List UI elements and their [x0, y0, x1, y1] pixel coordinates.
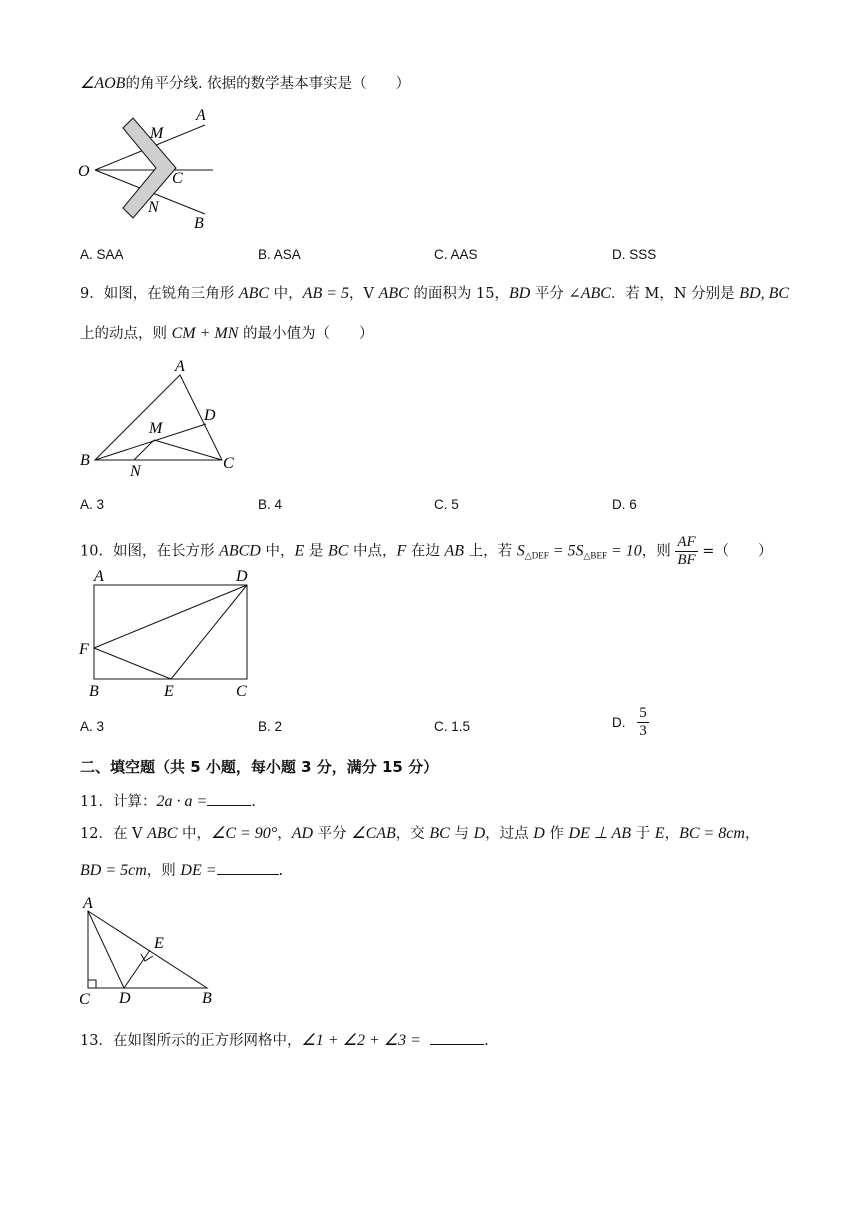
q10-stem: 10．如图，在长方形 ABCD 中，E 是 BC 中点，F 在边 AB 上，若 $S_{\triangle DEF} = 5S_{\triangle BEF} = 10$，则 $\frac{AF}{BF}$ =（ ）: [80, 534, 773, 568]
q10-label-b: B: [89, 683, 99, 700]
q12-label-c: C: [79, 991, 90, 1008]
q12-label-d: D: [119, 990, 131, 1007]
q9-option-b: B. 4: [258, 497, 283, 512]
q9-label-d: D: [204, 407, 216, 424]
q8-option-c: C. AAS: [434, 247, 478, 262]
q9-stem-line2: 上的动点，则 CM + MN 的最小值为（ ）: [80, 325, 374, 342]
q10-option-d-fraction: $\frac{5}{3}$: [639, 705, 647, 739]
q8-label-o: O: [78, 163, 90, 180]
q8-option-b: B. ASA: [258, 247, 301, 262]
q9-label-m: M: [149, 420, 163, 437]
q8-label-m: M: [150, 125, 164, 142]
q12-label-a: A: [83, 895, 93, 912]
q8-option-d: D. SSS: [612, 247, 657, 262]
q9-option-d: D. 6: [612, 497, 637, 512]
q10-option-b: B. 2: [258, 719, 283, 734]
q9-label-c: C: [223, 455, 234, 472]
q12-stem-line2: BD = 5cm，则 DE = .: [80, 862, 284, 879]
q13-answer-blank[interactable]: [430, 1030, 484, 1045]
q10-option-c: C. 1.5: [434, 719, 471, 734]
q8-option-a: A. SAA: [80, 247, 124, 262]
q8-label-n: N: [148, 199, 159, 216]
q10-option-d: D. $\frac{5}{3}$: [612, 705, 647, 739]
q10-option-a: A. 3: [80, 719, 105, 734]
q12-stem-line1: 12．在 V ABC 中，∠C = 90°，AD 平分 ∠CAB，交 BC 与 D，过点 D 作 DE ⊥ AB 于 E，BC = 8cm，: [80, 825, 760, 842]
q8-label-b: B: [194, 215, 204, 232]
q10-label-f: F: [79, 641, 89, 658]
q10-label-a: A: [94, 568, 104, 585]
q9-label-b: B: [80, 452, 90, 469]
q13-stem: 13．在如图所示的正方形网格中，∠1 + ∠2 + ∠3 = .: [80, 1032, 489, 1049]
q12-label-b: B: [202, 990, 212, 1007]
q12-label-e: E: [154, 935, 164, 952]
q10-label-c: C: [236, 683, 247, 700]
q9-stem-line1: 9．如图，在锐角三角形 ABC 中，AB = 5，V ABC 的面积为 15，BD 平分 ∠ABC．若 M，N 分别是 BD, BC: [80, 285, 790, 302]
q8-label-a: A: [196, 107, 206, 124]
q9-option-c: C. 5: [434, 497, 459, 512]
q10-label-e: E: [164, 683, 174, 700]
q9-label-a: A: [175, 358, 185, 375]
q9-label-n: N: [130, 463, 141, 480]
section-2-heading: 二、填空题（共 5 小题，每小题 3 分，满分 15 分）: [80, 758, 439, 776]
q9-option-a: A. 3: [80, 497, 105, 512]
q10-label-d: D: [236, 568, 248, 585]
q8-label-c: C: [172, 170, 183, 187]
q10-fraction: $\frac{AF}{BF}$: [677, 534, 696, 568]
q8-stem: ∠AOB的角平分线. 依据的数学基本事实是（ ）: [80, 75, 411, 92]
q11-stem: 11．计算：2a · a = .: [80, 793, 256, 810]
